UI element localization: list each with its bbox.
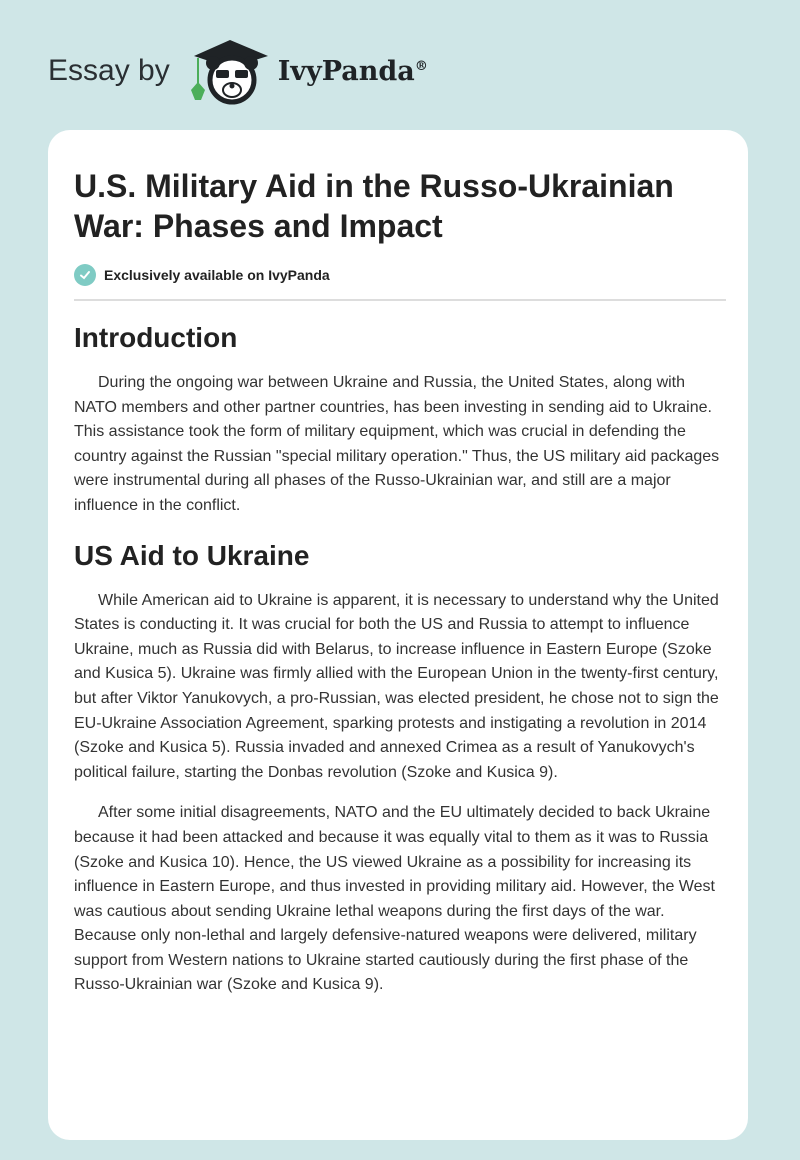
panda-graduate-icon	[188, 36, 272, 106]
ivypanda-logo[interactable]	[188, 36, 428, 106]
section-heading: Introduction	[74, 322, 238, 353]
exclusive-label: Exclusively available on IvyPanda	[104, 267, 330, 283]
essay-by-label: Essay by	[48, 54, 170, 87]
paragraph: During the ongoing war between Ukraine and Russia, the United States, along with NATO members and other partner countries, has been investing in sending aid to Ukraine. This assistance took the form of military equipment, which was crucial in defending the country against the Russian "special military operation." Thus, the US military aid packages were instrumental during all phases of the Russo-Ukrainian war, and still are a major influence in the conflict.	[74, 374, 720, 514]
brand-header	[48, 36, 428, 106]
exclusive-badge	[74, 264, 726, 286]
logo-text: IvyPanda	[277, 55, 415, 87]
registered-mark: ®	[414, 58, 428, 74]
check-icon	[74, 264, 96, 286]
page-title: U.S. Military Aid in the Russo-Ukrainian War: Phases and Impact	[74, 168, 674, 244]
divider	[74, 299, 726, 301]
paragraph: While American aid to Ukraine is apparent, it is necessary to understand why the United States is conducting it. It was crucial for both the US and Russia to attempt to influence Ukraine, much as Russia did with Belarus, to increase influence in Eastern Europe (Szoke and Kusica 5). Ukraine was firmly allied with the European Union in the twenty-first century, but after Viktor Yanukovych, a pro-Russian, was elected president, he chose not to sign the EU-Ukraine Association Agreement, sparking protests and instigating a revolution in 2014 (Szoke and Kusica 5). Russia invaded and annexed Crimea as a result of Yanukovych's political failure, starting the Donbas revolution (Szoke and Kusica 9).	[74, 591, 719, 781]
section-heading: US Aid to Ukraine	[74, 539, 310, 571]
essay-card	[48, 130, 748, 1140]
paragraph: After some initial disagreements, NATO and the EU ultimately decided to back Ukraine because it had been attacked and because it was equally vital to them as it was to Russia (Szoke and Kusica 10). Hence, the US viewed Ukraine as a possibility for increasing its influence in Eastern Europe, and thus invested in providing military aid. However, the West was cautious about sending Ukraine lethal weapons during the first days of the war. Because only non-lethal and largely defensive-natured weapons were delivered, military support from Western nations to Ukraine started cautiously during the first phase of the Russo-Ukrainian war (Szoke and Kusica 9).	[74, 804, 715, 994]
